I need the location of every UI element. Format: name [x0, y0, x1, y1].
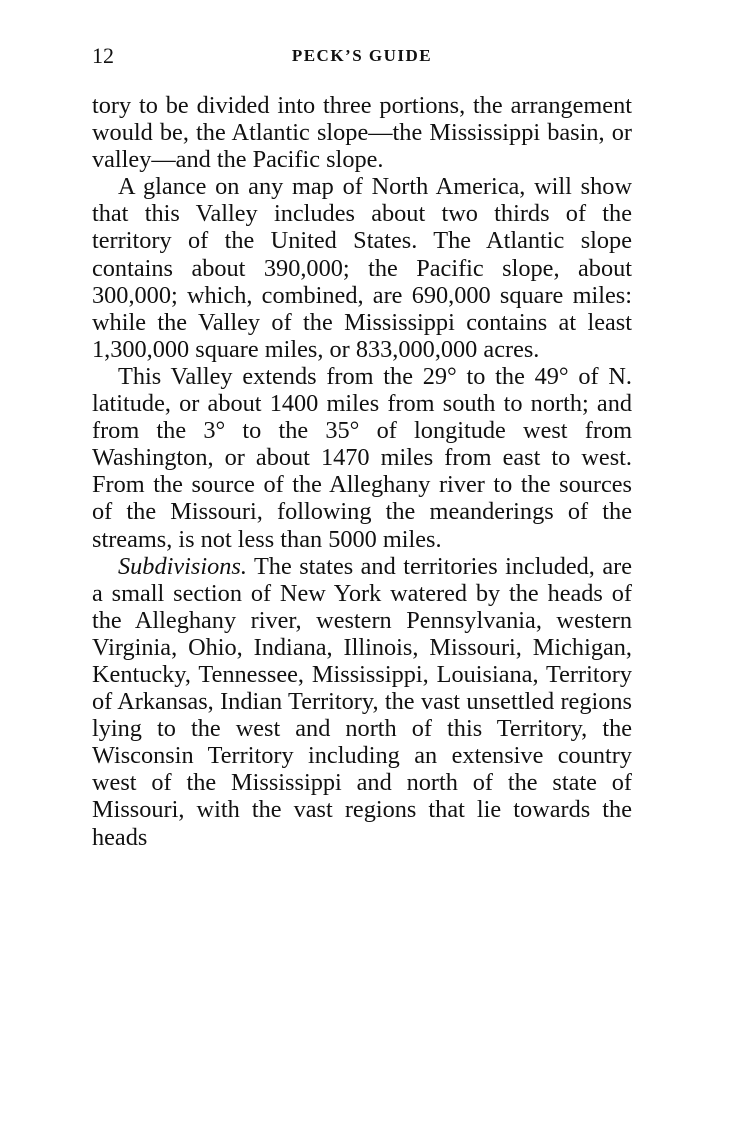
body-text	[92, 92, 632, 851]
running-head-title: PECK’S GUIDE	[291, 46, 433, 65]
paragraph-text: tory to be divided into three portions, the arrangement would be, the Atlantic slope—the Mississippi basin, or valley—and the Pacific slope.	[92, 92, 632, 174]
run-in-heading: Subdivisions.	[118, 552, 247, 580]
page-number: 12	[92, 43, 114, 68]
paragraph-map-glance	[92, 173, 632, 363]
paragraph-text: A glance on any map of North America, will show that this Valley includes about two thirds of the territory of the United States. The Atlantic slope contains about 390,000; the Pacific slope, about 300,000; which, combined, are 690,000 square miles: while the Valley of the Mississippi contains at least 1,300,000 square miles, or 833,000,000 acres.	[92, 173, 632, 363]
paragraph-continuation	[92, 92, 632, 173]
running-head	[92, 36, 632, 76]
paragraph-text: This Valley extends from the 29° to the 49° of N. latitude, or about 1400 miles from south to north; and from the 3° to the 35° of longitude west from Washington, or about 1470 miles from east to west. From the source of the Alleghany river to the sources of the Missouri, following the meanderings of the streams, is not less than 5000 miles.	[92, 362, 632, 553]
book-page	[92, 36, 632, 851]
paragraph-valley-extent	[92, 363, 632, 553]
paragraph-subdivisions	[92, 553, 632, 851]
paragraph-text: The states and territories included, are a small section of New York watered by the heads of the Alleghany river, western Pennsylvania, western Virginia, Ohio, Indiana, Illinois, Missouri, Michigan, Kentucky, Tennessee, Mississippi, Louisiana, Territory of Arkansas, Indian Territory, the vast unsettled regions lying to the west and north of this Territory, the Wisconsin Territory including an extensive country west of the Mississippi and north of the state of Missouri, with the vast regions that lie towards the heads	[92, 552, 632, 851]
